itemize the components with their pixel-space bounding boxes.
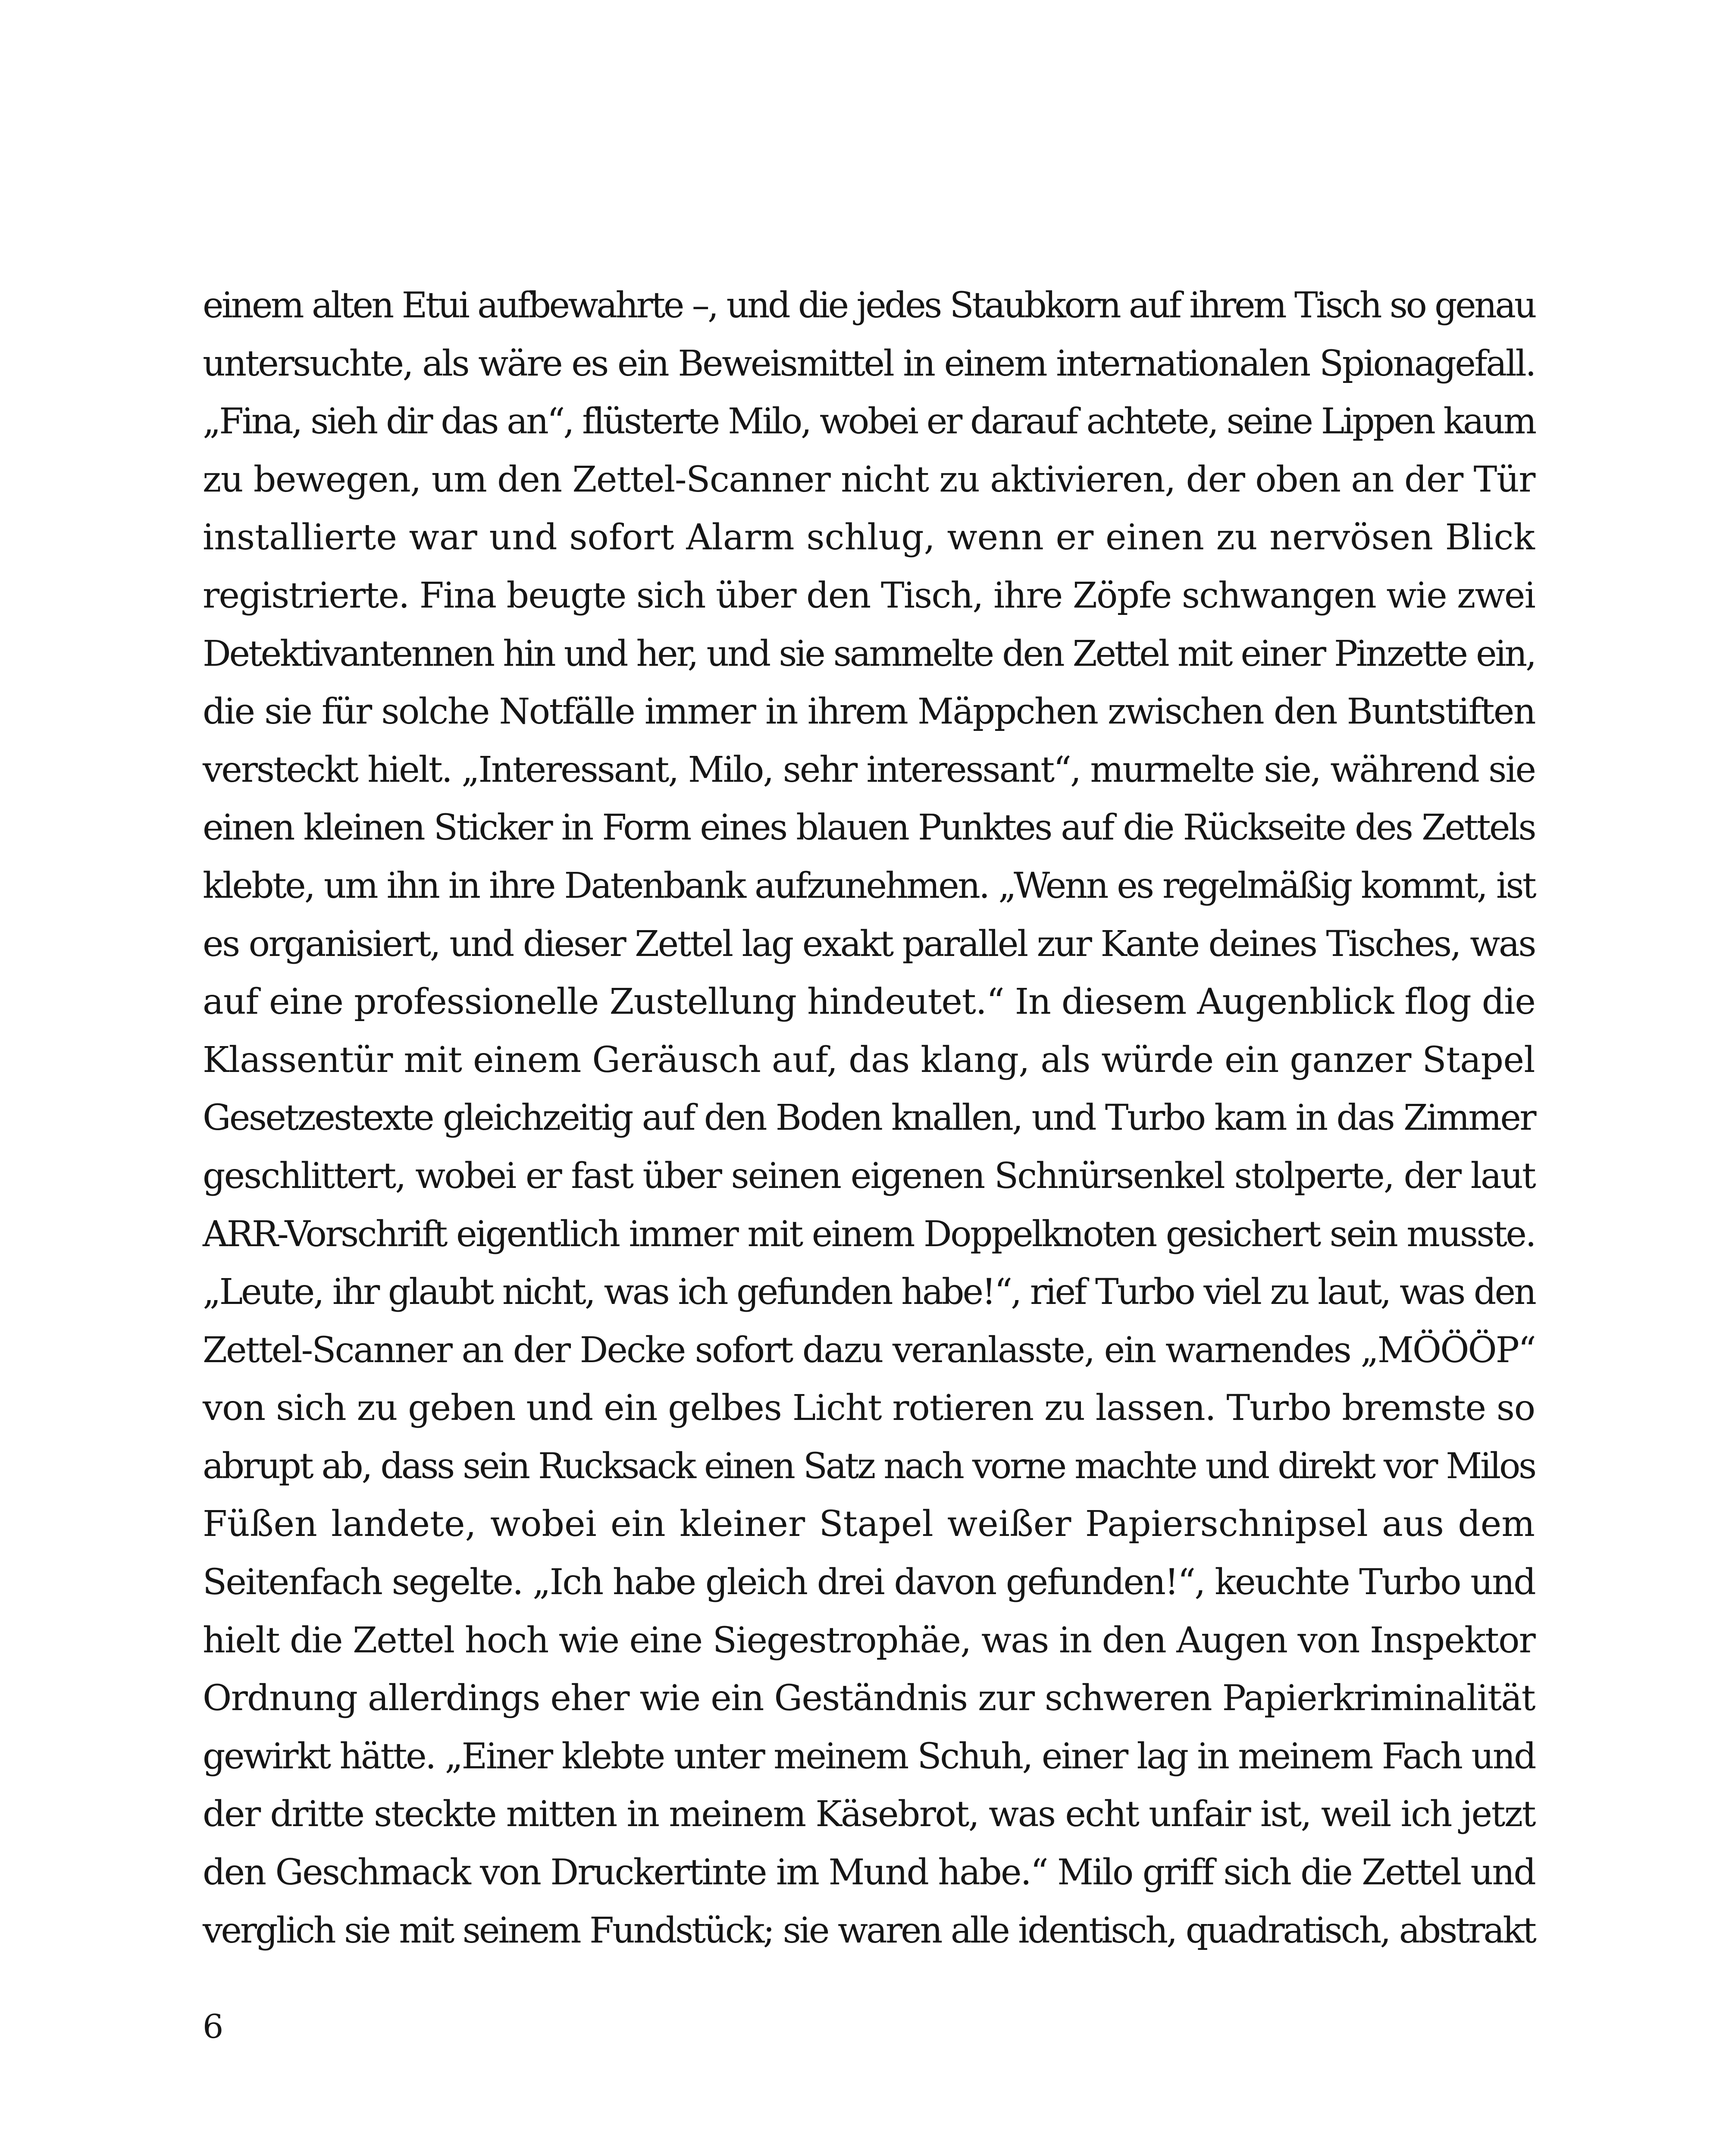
text-line: „Leute, ihr glaubt nicht, was ich gefunden habe!“, rief Turbo viel zu laut, was den xyxy=(203,1272,1535,1313)
text-line: untersuchte, als wäre es ein Beweismittel in einem internationalen Spionagefall. xyxy=(203,343,1535,384)
text-line: Zettel-Scanner an der Decke sofort dazu veranlasste, ein warnendes „MÖÖÖP“ xyxy=(203,1329,1535,1371)
text-line: die sie für solche Notfälle immer in ihrem Mäppchen zwischen den Buntstiften xyxy=(203,691,1535,733)
text-line: geschlittert, wobei er fast über seinen eigenen Schnürsenkel stolperte, der laut xyxy=(203,1155,1535,1197)
text-line: registrierte. Fina beugte sich über den Tisch, ihre Zöpfe schwangen wie zwei xyxy=(203,575,1535,616)
text-line: der dritte steckte mitten in meinem Käsebrot, was echt unfair ist, weil ich jetzt xyxy=(203,1794,1535,1835)
text-line: Ordnung allerdings eher wie ein Geständnis zur schweren Papierkriminalität xyxy=(203,1678,1535,1719)
text-line: den Geschmack von Druckertinte im Mund habe.“ Milo griff sich die Zettel und xyxy=(203,1852,1535,1893)
text-line: Klassentür mit einem Geräusch auf, das klang, als würde ein ganzer Stapel xyxy=(203,1039,1535,1081)
text-line: installierte war und sofort Alarm schlug, wenn er einen zu nervösen Blick xyxy=(203,517,1535,558)
text-line: einem alten Etui aufbewahrte –, und die jedes Staubkorn auf ihrem Tisch so genau xyxy=(203,285,1535,326)
text-line: Gesetzestexte gleichzeitig auf den Boden knallen, und Turbo kam in das Zimmer xyxy=(203,1097,1535,1139)
text-line: versteckt hielt. „Interessant, Milo, sehr interessant“, murmelte sie, während sie xyxy=(203,749,1535,790)
page-number: 6 xyxy=(203,2007,224,2046)
text-line: „Fina, sieh dir das an“, flüsterte Milo, wobei er darauf achtete, seine Lippen kaum xyxy=(203,401,1535,442)
text-line: Seitenfach segelte. „Ich habe gleich drei davon gefunden!“, keuchte Turbo und xyxy=(203,1562,1535,1603)
text-line: verglich sie mit seinem Fundstück; sie waren alle identisch, quadratisch, abstrakt xyxy=(203,1910,1535,1951)
text-line: einen kleinen Sticker in Form eines blauen Punktes auf die Rückseite des Zettels xyxy=(203,807,1535,849)
text-line: ARR-Vorschrift eigentlich immer mit einem Doppelknoten gesichert sein musste. xyxy=(203,1213,1535,1255)
text-line: es organisiert, und dieser Zettel lag exakt parallel zur Kante deines Tisches, was xyxy=(203,923,1535,965)
text-line: gewirkt hätte. „Einer klebte unter meinem Schuh, einer lag in meinem Fach und xyxy=(203,1736,1535,1777)
text-line: zu bewegen, um den Zettel-Scanner nicht zu aktivieren, der oben an der Tür xyxy=(203,459,1535,500)
text-line: abrupt ab, dass sein Rucksack einen Satz nach vorne machte und direkt vor Milos xyxy=(203,1445,1535,1487)
text-line: hielt die Zettel hoch wie eine Siegestrophäe, was in den Augen von Inspektor xyxy=(203,1620,1535,1661)
text-line: Detektivantennen hin und her, und sie sammelte den Zettel mit einer Pinzette ein, xyxy=(203,633,1535,674)
text-line: von sich zu geben und ein gelbes Licht rotieren zu lassen. Turbo bremste so xyxy=(203,1388,1535,1429)
body-text xyxy=(203,277,1535,1960)
text-line: Füßen landete, wobei ein kleiner Stapel weißer Papierschnipsel aus dem xyxy=(203,1504,1535,1545)
text-line: klebte, um ihn in ihre Datenbank aufzunehmen. „Wenn es regelmäßig kommt, ist xyxy=(203,865,1535,906)
text-line: auf eine professionelle Zustellung hindeutet.“ In diesem Augenblick flog die xyxy=(203,981,1535,1023)
